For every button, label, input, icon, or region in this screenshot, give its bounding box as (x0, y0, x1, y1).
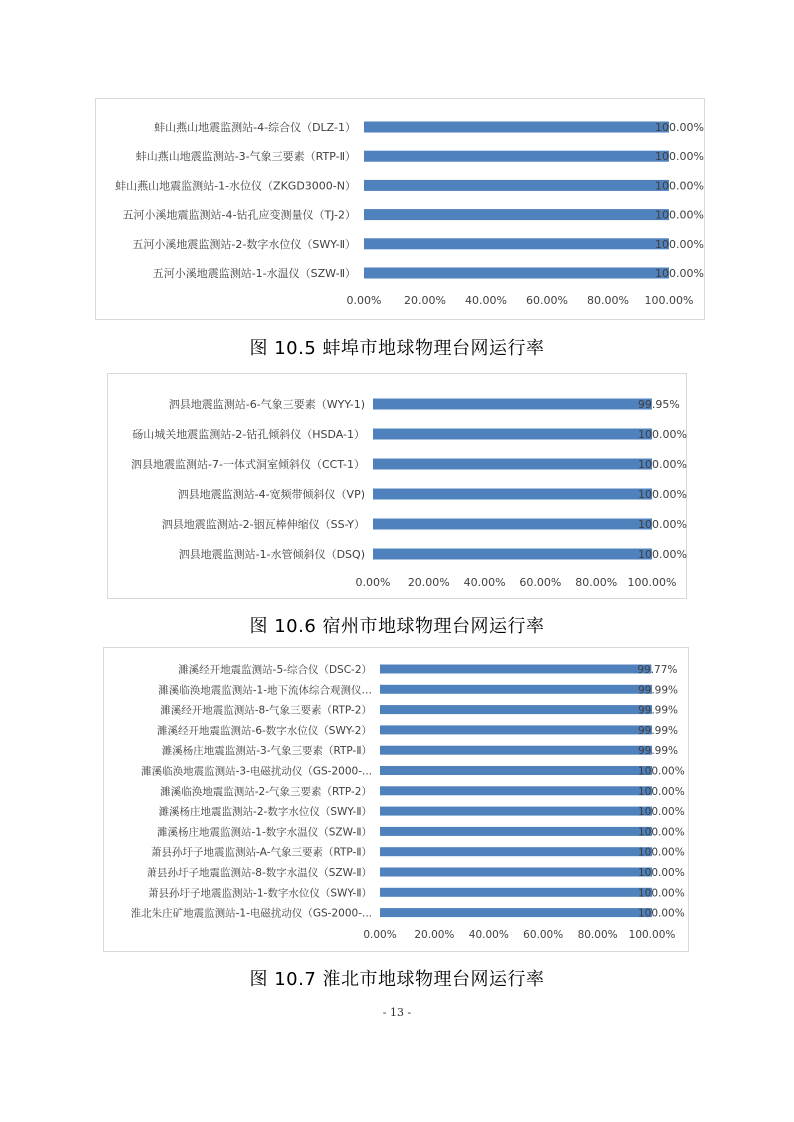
x-tick-label: 80.00% (577, 929, 618, 941)
data-label: 100.00% (638, 785, 685, 798)
data-label: 100.00% (655, 121, 704, 134)
data-label: 99.95% (637, 398, 680, 411)
x-tick-label: 100.00% (644, 294, 694, 307)
chart-bengbu (95, 98, 705, 320)
x-tick-label: 60.00% (526, 294, 568, 307)
bar (380, 665, 651, 674)
bar (380, 868, 652, 877)
bar (380, 807, 652, 816)
x-tick-label: 100.00% (627, 576, 677, 589)
bar (373, 489, 652, 500)
data-label: 100.00% (638, 548, 687, 561)
category-label: 砀山城关地震监测站-2-钻孔倾斜仪（HSDA-1） (132, 428, 365, 441)
category-label: 泗县地震监测站-7-一体式洞室倾斜仪（CCT-1） (131, 458, 365, 471)
bar (380, 827, 652, 836)
data-label: 100.00% (655, 179, 704, 193)
chart-huaibei-svg (104, 648, 690, 953)
data-label: 100.00% (655, 267, 704, 280)
data-label: 99.99% (637, 704, 679, 717)
category-label: 淮北朱庄矿地震监测站-1-电磁扰动仪（GS-2000-... (130, 907, 372, 920)
data-label: 99.77% (637, 664, 678, 676)
chart-huaibei (103, 647, 689, 952)
bar (373, 459, 652, 470)
chart-suzhou (107, 373, 687, 599)
data-label: 100.00% (655, 208, 704, 222)
category-label: 濉溪临涣地震监测站-2-气象三要素（RTP-2） (160, 785, 372, 798)
bar (373, 429, 652, 440)
bar (364, 209, 669, 220)
data-label: 100.00% (638, 488, 687, 501)
bar (373, 399, 652, 410)
bar (364, 238, 669, 249)
bar (364, 268, 669, 279)
x-tick-label: 100.00% (628, 929, 676, 941)
category-label: 濉溪杨庄地震监测站-1-数字水温仪（SZW-Ⅱ） (156, 826, 372, 839)
data-label: 100.00% (655, 150, 704, 164)
bar (373, 519, 652, 530)
category-label: 濉溪经开地震监测站-8-气象三要素（RTP-2） (160, 704, 372, 717)
chart-suzhou-svg (108, 374, 688, 600)
figure-caption-10-6: 图 10.6 宿州市地球物理台网运行率 (249, 616, 545, 637)
category-label: 濉溪临涣地震监测站-3-电磁扰动仪（GS-2000-... (141, 765, 372, 778)
bar (364, 151, 669, 162)
x-tick-label: 20.00% (414, 929, 455, 941)
data-label: 100.00% (638, 806, 685, 819)
x-tick-label: 20.00% (404, 294, 446, 307)
category-label: 萧县孙圩子地震监测站-A-气象三要素（RTP-Ⅱ） (150, 846, 372, 859)
figure-caption-10-7: 图 10.7 淮北市地球物理台网运行率 (249, 969, 545, 990)
x-tick-label: 40.00% (468, 929, 509, 941)
data-label: 100.00% (638, 518, 687, 531)
bar (364, 180, 669, 191)
data-label: 100.00% (638, 458, 687, 471)
x-tick-label: 80.00% (575, 576, 618, 589)
category-label: 濉溪临涣地震监测站-1-地下流体综合观测仪… (158, 684, 372, 697)
x-tick-label: 0.00% (363, 929, 397, 941)
category-label: 萧县孙圩子地震监测站-1-数字水位仪（SWY-Ⅱ） (148, 887, 372, 900)
x-tick-label: 60.00% (519, 576, 562, 589)
x-tick-label: 60.00% (523, 929, 564, 941)
data-label: 99.99% (637, 745, 679, 758)
category-label: 萧县孙圩子地震监测站-8-数字水温仪（SZW-Ⅱ） (146, 867, 372, 879)
data-label: 100.00% (638, 846, 685, 859)
x-tick-label: 20.00% (407, 576, 450, 589)
bar (364, 122, 669, 133)
category-label: 蚌山燕山地震监测站-1-水位仪（ZKGD3000-N） (115, 179, 356, 193)
bar (380, 786, 652, 795)
data-label: 99.99% (637, 724, 679, 737)
category-label: 泗县地震监测站-1-水管倾斜仪（DSQ) (178, 548, 365, 561)
data-label: 100.00% (638, 887, 685, 900)
bar (380, 705, 652, 714)
x-tick-label: 0.00% (346, 294, 382, 307)
bar (380, 766, 652, 775)
figure-caption-10-5: 图 10.5 蚌埠市地球物理台网运行率 (249, 338, 545, 359)
x-tick-label: 80.00% (587, 294, 629, 307)
category-label: 蚌山燕山地震监测站-3-气象三要素（RTP-Ⅱ） (135, 150, 356, 164)
x-tick-label: 0.00% (355, 576, 391, 589)
category-label: 五河小溪地震监测站-2-数字水位仪（SWY-Ⅱ） (132, 237, 356, 251)
category-label: 泗县地震监测站-4-宽频带倾斜仪（VP) (177, 488, 365, 501)
bar (380, 746, 652, 755)
data-label: 100.00% (638, 907, 685, 920)
data-label: 99.99% (637, 684, 679, 697)
bar (380, 888, 652, 897)
bar (380, 847, 652, 856)
bar (380, 685, 652, 694)
data-label: 100.00% (638, 826, 685, 839)
data-label: 100.00% (655, 237, 704, 251)
category-label: 五河小溪地震监测站-1-水温仪（SZW-Ⅱ） (152, 267, 356, 280)
category-label: 泗县地震监测站-6-气象三要素（WYY-1) (168, 398, 365, 411)
data-label: 100.00% (638, 765, 685, 778)
category-label: 五河小溪地震监测站-4-钻孔应变测量仪（TJ-2） (122, 208, 356, 222)
category-label: 蚌山燕山地震监测站-4-综合仪（DLZ-1） (154, 121, 356, 134)
category-label: 泗县地震监测站-2-铟瓦棒伸缩仪（SS-Y） (161, 518, 365, 531)
chart-bengbu-svg (96, 99, 706, 321)
page-number: - 13 - (382, 1006, 412, 1019)
category-label: 濉溪经开地震监测站-6-数字水位仪（SWY-2） (157, 724, 372, 737)
x-tick-label: 40.00% (463, 576, 506, 589)
bar (380, 908, 652, 917)
category-label: 濉溪杨庄地震监测站-3-气象三要素（RTP-Ⅱ） (161, 745, 372, 758)
bar (380, 725, 652, 734)
category-label: 濉溪杨庄地震监测站-2-数字水位仪（SWY-Ⅱ） (158, 806, 372, 819)
data-label: 100.00% (638, 428, 687, 441)
category-label: 濉溪经开地震监测站-5-综合仪（DSC-2） (178, 664, 372, 676)
data-label: 100.00% (638, 867, 685, 879)
bar (373, 549, 652, 560)
x-tick-label: 40.00% (465, 294, 507, 307)
